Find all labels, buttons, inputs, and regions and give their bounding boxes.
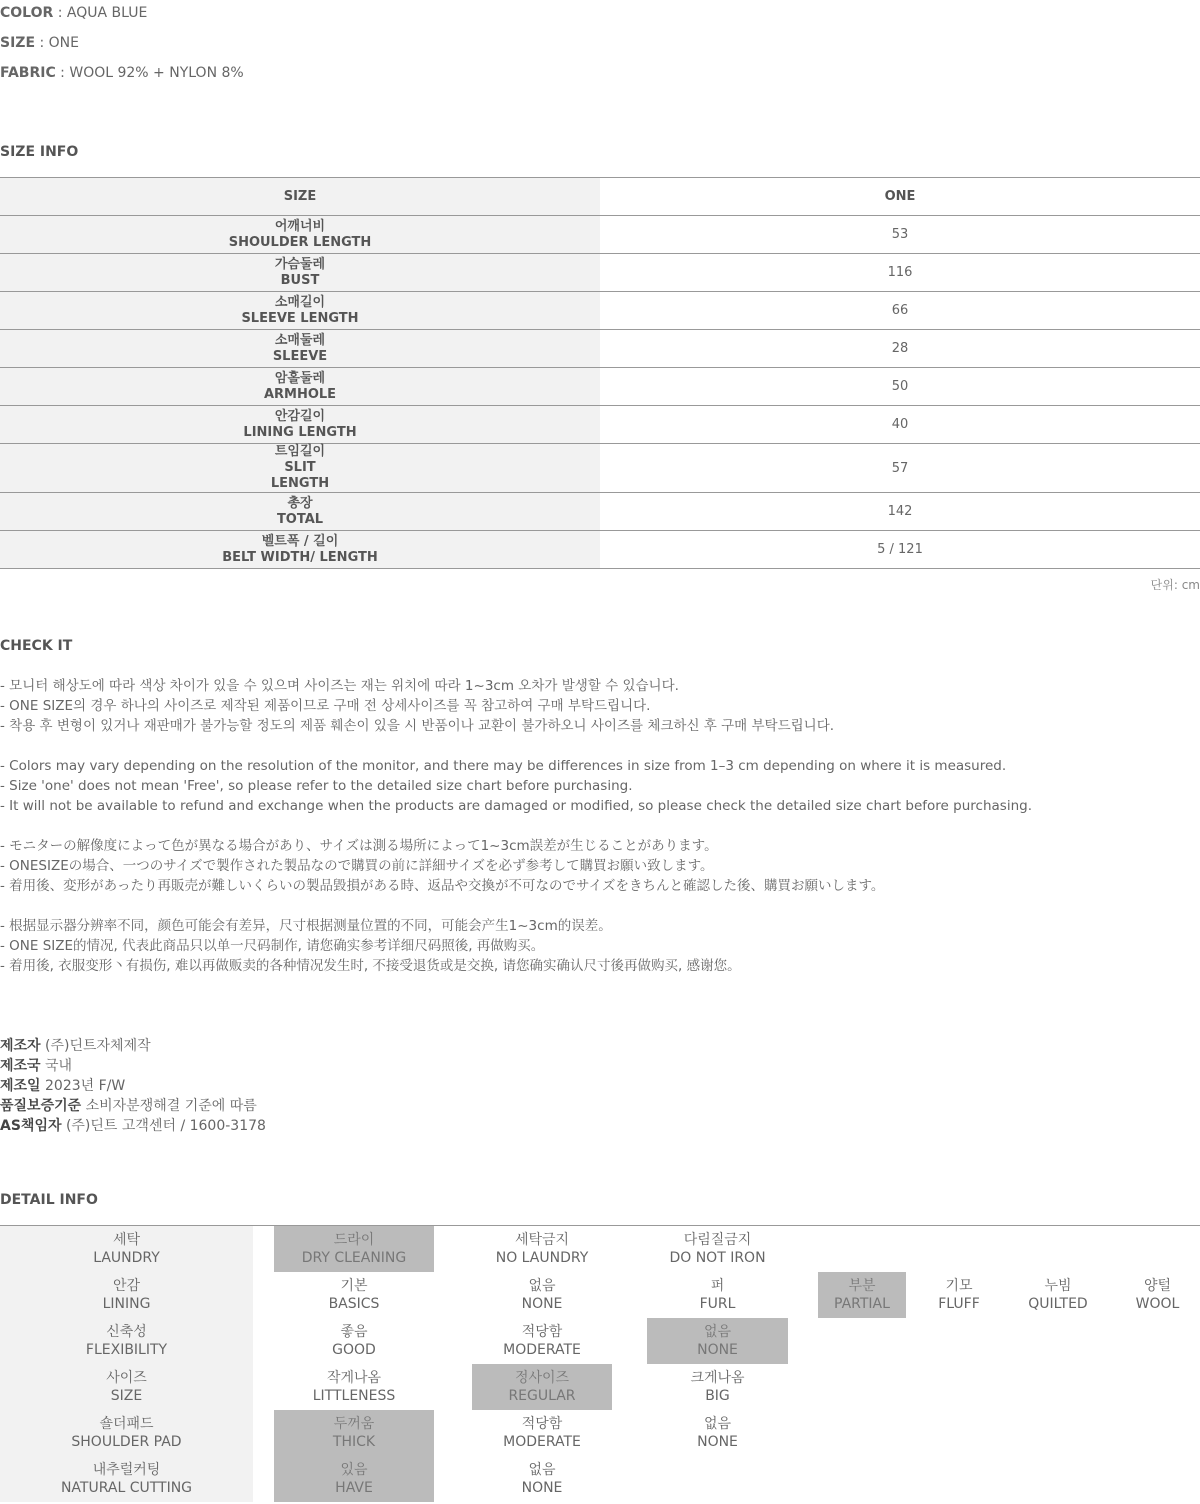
- note-line: - Size 'one' does not mean 'Free', so please refer to the detailed size chart before purchasing.: [0, 778, 633, 794]
- size-row-value: 53: [891, 227, 909, 242]
- spec-size-value: : ONE: [35, 35, 79, 51]
- note-line: - ONE SIZE의 경우 하나의 사이즈로 제작된 제품이므로 구매 전 상세사이즈를 꼭 참고하여 구매 부탁드립니다.: [0, 698, 651, 714]
- maker-value: 2023년 F/W: [40, 1078, 126, 1094]
- detail-option-ko: 좋음: [340, 1324, 368, 1340]
- size-row-label: [0, 531, 600, 568]
- detail-option-en: BASICS: [328, 1296, 380, 1312]
- detail-head-ko: 세탁: [112, 1232, 141, 1248]
- detail-head-ko: 숄더패드: [99, 1416, 154, 1432]
- size-row-value: 28: [891, 341, 909, 356]
- detail-option-ko: 두꺼움: [333, 1416, 375, 1432]
- size-row-label-en: TOTAL: [276, 511, 324, 527]
- detail-option-selected: [818, 1272, 906, 1318]
- size-row-label: [0, 493, 600, 530]
- detail-option-en: THICK: [332, 1434, 376, 1450]
- size-header-value: ONE: [884, 189, 916, 204]
- check-it-notes: [0, 676, 1200, 996]
- detail-option-en: DO NOT IRON: [669, 1250, 766, 1266]
- detail-option: [274, 1364, 434, 1410]
- note-line: - モニターの解像度によって色が異なる場合があり、サイズは測る場所によって1~3cm誤差が生じることがあります。: [0, 838, 718, 854]
- size-row-value: 40: [891, 417, 909, 432]
- detail-row: [0, 1364, 1200, 1410]
- detail-option-ko: 정사이즈: [514, 1370, 570, 1386]
- size-row-value: 50: [891, 379, 909, 394]
- size-row-label: [0, 406, 600, 443]
- detail-head-ko: 내추럴커팅: [92, 1462, 161, 1478]
- size-row-label-en: SLIT: [284, 460, 316, 475]
- size-row-value: 57: [891, 460, 909, 476]
- detail-option-en: PARTIAL: [834, 1296, 890, 1312]
- check-it-title: CHECK IT: [0, 638, 73, 654]
- detail-option-en: NONE: [521, 1480, 563, 1496]
- size-table-header: [0, 178, 1200, 216]
- detail-option-ko: 다림질금지: [683, 1232, 752, 1248]
- detail-option-ko: 부분: [848, 1278, 876, 1294]
- spec-fabric-value: : WOOL 92% + NYLON 8%: [55, 65, 244, 81]
- detail-option-en: GOOD: [332, 1342, 376, 1358]
- spec-color: [0, 5, 147, 21]
- size-row: [0, 254, 1200, 292]
- detail-option-ko: 기본: [340, 1278, 368, 1294]
- maker-value: 국내: [40, 1058, 73, 1074]
- maker-line: [0, 1056, 266, 1076]
- note-group: [0, 676, 1200, 736]
- detail-row-head: [0, 1410, 253, 1456]
- maker-line: [0, 1116, 266, 1136]
- size-info-title: SIZE INFO: [0, 144, 79, 160]
- maker-label: 제조국: [0, 1058, 41, 1074]
- size-row-value: 66: [891, 303, 909, 318]
- detail-option-en: NONE: [697, 1342, 738, 1358]
- detail-option-en: MODERATE: [503, 1434, 581, 1450]
- size-row-label-ko: 트임길이: [274, 444, 326, 459]
- detail-option-en: NONE: [697, 1434, 738, 1450]
- size-row-label-ko: 소매둘레: [274, 332, 326, 348]
- spec-fabric-label: FABRIC: [0, 65, 56, 81]
- detail-option-en: HAVE: [335, 1480, 373, 1496]
- detail-row: [0, 1272, 1200, 1318]
- detail-option-en: FURL: [699, 1296, 736, 1312]
- size-row-label-ko: 어깨너비: [274, 218, 326, 234]
- detail-row-head: [0, 1364, 253, 1410]
- size-row-label-en: LINING LENGTH: [243, 424, 357, 440]
- size-row-value: 116: [887, 265, 913, 280]
- detail-option-en: FLUFF: [938, 1296, 980, 1312]
- size-row-label-en: BELT WIDTH/ LENGTH: [222, 549, 378, 565]
- detail-option-ko: 없음: [703, 1324, 732, 1340]
- detail-option: [472, 1410, 612, 1456]
- size-row-label-en: ARMHOLE: [263, 386, 337, 402]
- detail-row: [0, 1226, 1200, 1272]
- maker-label: 품질보증기준: [0, 1098, 82, 1114]
- detail-option-ko: 없음: [528, 1278, 556, 1294]
- detail-option-ko: 없음: [703, 1416, 732, 1432]
- size-header-label: SIZE: [0, 178, 600, 215]
- detail-row: [0, 1410, 1200, 1456]
- size-row-value: 142: [887, 504, 913, 519]
- detail-head-en: NATURAL CUTTING: [60, 1480, 193, 1496]
- maker-line: [0, 1036, 266, 1056]
- detail-option-en: QUILTED: [1028, 1296, 1088, 1312]
- maker-value: (주)딘트자체제작: [40, 1038, 151, 1054]
- spec-color-label: COLOR: [0, 5, 54, 21]
- detail-option: [647, 1272, 788, 1318]
- detail-option-en: NO LAUNDRY: [495, 1250, 589, 1266]
- detail-row-head: [0, 1456, 253, 1502]
- note-line: - ONESIZEの場合、一つのサイズで製作された製品なので購買の前に詳細サイズを必ず参考して購買お願い致します。: [0, 858, 714, 874]
- detail-option-ko: 크게나옴: [690, 1370, 745, 1386]
- maker-line: [0, 1076, 266, 1096]
- maker-line: [0, 1096, 266, 1116]
- detail-table: [0, 1225, 1200, 1504]
- size-row-label-en2: LENGTH: [270, 476, 330, 491]
- detail-option: [647, 1364, 788, 1410]
- detail-option-selected: [274, 1456, 434, 1502]
- detail-info-title: DETAIL INFO: [0, 1192, 98, 1208]
- detail-option: [472, 1318, 612, 1364]
- detail-head-ko: 안감: [112, 1278, 141, 1294]
- detail-option: [647, 1226, 788, 1272]
- detail-option: [472, 1456, 612, 1502]
- note-line: - Colors may vary depending on the resolution of the monitor, and there may be differences in size from 1–3 cm depending on where it is measured.: [0, 758, 1007, 774]
- size-row-label: [0, 444, 600, 492]
- size-row-label-ko: 가슴둘레: [274, 256, 326, 272]
- size-row: [0, 493, 1200, 531]
- detail-option-ko: 작게나옴: [326, 1370, 382, 1386]
- maker-label: AS책임자: [0, 1118, 62, 1134]
- size-row-label: [0, 254, 600, 291]
- size-row-label: [0, 216, 600, 253]
- note-line: - It will not be available to refund and exchange when the products are damaged or modified, so please check the detailed size chart before purchasing.: [0, 798, 1032, 814]
- detail-option-selected: [472, 1364, 612, 1410]
- size-row-value: 5 / 121: [877, 542, 923, 557]
- detail-row-head: [0, 1272, 253, 1318]
- detail-option-ko: 드라이: [333, 1232, 375, 1248]
- detail-option: [472, 1226, 612, 1272]
- size-table: [0, 177, 1200, 569]
- size-row-label: [0, 368, 600, 405]
- size-row-label-en: SLEEVE: [272, 348, 328, 364]
- detail-head-en: SHOULDER PAD: [71, 1434, 182, 1450]
- detail-option-en: BIG: [705, 1388, 730, 1404]
- detail-option-ko: 적당함: [521, 1324, 563, 1340]
- spec-size: [0, 35, 79, 51]
- detail-row-head: [0, 1318, 253, 1364]
- detail-option-ko: 퍼: [710, 1278, 725, 1294]
- size-row-label-ko: 소매길이: [274, 294, 326, 310]
- size-row: [0, 292, 1200, 330]
- size-row-label-ko: 안감길이: [274, 408, 326, 424]
- detail-option-ko: 양털: [1143, 1278, 1172, 1294]
- size-row-label-ko: 벨트폭 / 길이: [261, 533, 339, 549]
- detail-option-ko: 있음: [340, 1462, 368, 1478]
- note-line: - 착용 후 변형이 있거나 재판매가 불가능할 정도의 제품 훼손이 있을 시 반품이나 교환이 불가하오니 사이즈를 체크하신 후 구매 부탁드립니다.: [0, 718, 835, 734]
- note-line: - 着用後、変形があったり再販売が難しいくらいの製品毀損がある時、返品や交換が不可なのでサイズをきちんと確認した後、購買お願いします。: [0, 878, 885, 894]
- detail-option-en: NONE: [521, 1296, 563, 1312]
- note-group: [0, 916, 1200, 976]
- size-row-label-en: BUST: [280, 272, 320, 288]
- note-group: [0, 756, 1200, 816]
- spec-color-value: : AQUA BLUE: [53, 5, 148, 21]
- detail-head-ko: 사이즈: [106, 1370, 147, 1386]
- detail-option-en: WOOL: [1135, 1296, 1180, 1312]
- maker-label: 제조자: [0, 1038, 41, 1054]
- detail-head-ko: 신축성: [106, 1324, 147, 1340]
- size-row-label: [0, 292, 600, 329]
- size-row: [0, 406, 1200, 444]
- note-line: - 根据显示器分辨率不同，颜色可能会有差异，尺寸根据测量位置的不同，可能会产生1~3cm的误差。: [0, 918, 612, 934]
- maker-info: [0, 1036, 266, 1136]
- detail-option-en: DRY CLEANING: [301, 1250, 407, 1266]
- detail-head-en: LINING: [102, 1296, 151, 1312]
- detail-head-en: LAUNDRY: [93, 1250, 160, 1266]
- detail-option-selected: [274, 1410, 434, 1456]
- detail-option-en: MODERATE: [503, 1342, 581, 1358]
- detail-option: [274, 1272, 434, 1318]
- detail-option: [1012, 1272, 1104, 1318]
- size-row-label-en: SLEEVE LENGTH: [241, 310, 359, 326]
- detail-option-ko: 누빔: [1044, 1278, 1072, 1294]
- note-group: [0, 836, 1200, 896]
- size-row-label-ko: 암홀둘레: [274, 370, 326, 386]
- detail-option: [915, 1272, 1003, 1318]
- detail-option-ko: 적당함: [521, 1416, 563, 1432]
- size-row: [0, 216, 1200, 254]
- detail-option-selected: [647, 1318, 788, 1364]
- size-row-label-ko: 총장: [287, 495, 313, 511]
- spec-fabric: [0, 65, 244, 81]
- detail-option: [1115, 1272, 1200, 1318]
- spec-size-label: SIZE: [0, 35, 36, 51]
- size-row-label-en: SHOULDER LENGTH: [228, 234, 372, 250]
- detail-option-en: LITTLENESS: [312, 1388, 396, 1404]
- note-line: - 모니터 해상도에 따라 색상 차이가 있을 수 있으며 사이즈는 재는 위치에 따라 1~3cm 오차가 발생할 수 있습니다.: [0, 678, 679, 694]
- note-line: - 着用後, 衣服变形丶有损伤, 难以再做贩卖的各种情况发生时, 不接受退货或是交换, 请您确实确认尺寸後再做购买, 感谢您。: [0, 958, 741, 974]
- detail-row: [0, 1456, 1200, 1502]
- maker-label: 제조일: [0, 1078, 41, 1094]
- maker-value: 소비자분쟁해결 기준에 따름: [81, 1098, 257, 1114]
- detail-head-en: SIZE: [110, 1388, 143, 1404]
- detail-row: [0, 1318, 1200, 1364]
- detail-option: [472, 1272, 612, 1318]
- detail-option: [647, 1410, 788, 1456]
- maker-value: (주)딘트 고객센터 / 1600-3178: [61, 1118, 266, 1134]
- size-row-label: [0, 330, 600, 367]
- size-row: [0, 444, 1200, 493]
- detail-option-selected: [274, 1226, 434, 1272]
- detail-option-en: REGULAR: [508, 1388, 576, 1404]
- detail-option-ko: 세탁금지: [514, 1232, 570, 1248]
- note-line: - ONE SIZE的情况, 代表此商品只以单一尺码制作, 请您确实参考详细尺码照後, 再做购买。: [0, 938, 545, 954]
- unit-label: 단위: cm: [1150, 578, 1200, 592]
- detail-head-en: FLEXIBILITY: [85, 1342, 168, 1358]
- detail-row-head: [0, 1226, 253, 1272]
- detail-option-ko: 기모: [945, 1278, 973, 1294]
- size-row: [0, 368, 1200, 406]
- detail-option: [274, 1318, 434, 1364]
- size-row: [0, 330, 1200, 368]
- detail-option-ko: 없음: [528, 1462, 556, 1478]
- size-row: [0, 531, 1200, 569]
